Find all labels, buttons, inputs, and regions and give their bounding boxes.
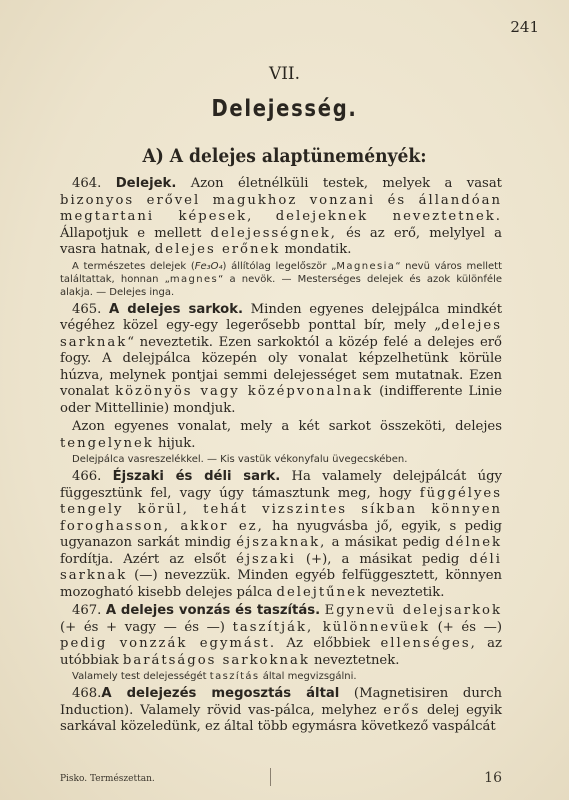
chapter-number: VII. bbox=[268, 64, 301, 84]
section-number: 468. bbox=[72, 686, 102, 701]
section-number: 465. bbox=[72, 301, 102, 317]
spaced-text: magnes bbox=[169, 273, 219, 285]
page-body bbox=[60, 176, 502, 736]
text-run: Valamely test delejességét bbox=[72, 671, 210, 682]
spaced-text: déli sarknak bbox=[60, 551, 502, 583]
paragraph-465 bbox=[60, 302, 502, 418]
text-run: ha nyugvásba jő, egyik, s pedig ugyanazon sarkát mindig bbox=[60, 518, 503, 550]
text-run: hijuk. bbox=[153, 435, 196, 451]
paragraph-464 bbox=[60, 176, 502, 259]
section-heading: Delejek. bbox=[115, 176, 177, 191]
section-heading: A delejes sarkok. bbox=[109, 301, 244, 317]
text-run: Állapotjuk e mellett bbox=[60, 225, 211, 241]
text-run: neveztetnek. bbox=[309, 652, 400, 668]
section-heading: Éjszaki és déli sark. bbox=[112, 469, 281, 484]
text-run: delej egyik sarkával közeledünk, ez által több egymásra következő vaspálcát bbox=[60, 702, 502, 734]
spaced-text: tengelynek bbox=[60, 435, 154, 451]
section-subtitle: A) A delejes alaptüneményék: bbox=[142, 145, 427, 167]
note-465: Delejpálca vasreszelékkel. — Kis vastük vékonyfalu üvegecskében. bbox=[72, 454, 408, 465]
text-run: Minden egyenes delejpálca mindkét végéhez közel egy-egy legerősebb ponttal bír, mely „ bbox=[60, 301, 503, 333]
text-run: A természetes delejek ( bbox=[72, 260, 195, 272]
section-heading: A delejes vonzás és taszítás. bbox=[105, 603, 321, 618]
spaced-text: Egynevü delejsarkok bbox=[324, 603, 502, 618]
chapter-title: Delejesség. bbox=[211, 96, 358, 122]
text-run: Az előbbiek bbox=[276, 636, 381, 651]
spaced-text: delejességnek, bbox=[210, 225, 337, 241]
spaced-text: delejes sarknak bbox=[60, 318, 502, 350]
spaced-text: éjszaknak, bbox=[236, 535, 327, 550]
spaced-text: barátságos sarkoknak bbox=[122, 652, 310, 668]
page-number: 241 bbox=[510, 18, 539, 36]
text-run: az utóbbiak bbox=[60, 636, 502, 668]
note-467 bbox=[60, 670, 502, 683]
spaced-text: delejtűnek bbox=[276, 584, 367, 600]
chemical-formula: Fe₃O₄ bbox=[194, 260, 223, 272]
spaced-text: bizonyos erővel magukhoz vonzani és állandóan megtartani képesek, bbox=[60, 192, 502, 224]
text-run: fordítja. Azért az elsőt bbox=[60, 551, 237, 567]
text-run: Azon életnélküli testek, melyek a vasat bbox=[176, 176, 502, 191]
text-run: “ nevü város mellett találtattak, honnan „ bbox=[60, 260, 502, 285]
text-run: által megvizsgálni. bbox=[259, 671, 357, 682]
text-run: Azon egyenes vonalat, mely a két sarkot összeköti, delejes bbox=[72, 419, 502, 434]
footer-author: Pisko. Természettan. bbox=[60, 774, 155, 784]
spaced-text: függélyes tengely körül, tehát vizszintes síkban könnyen foroghasson, akkor ez, bbox=[60, 485, 502, 534]
note-464 bbox=[60, 260, 502, 299]
paragraph-466 bbox=[60, 469, 502, 601]
spaced-text: közönyös vagy középvonalnak bbox=[115, 384, 374, 399]
text-run: (+), a másikat pedig bbox=[295, 551, 470, 567]
spaced-text: delejeknek neveztetnek. bbox=[275, 209, 502, 224]
page-footer bbox=[60, 770, 502, 786]
section-number: 466. bbox=[72, 469, 102, 484]
text-run: (+ és + vagy — és —) bbox=[60, 619, 233, 635]
text-run: mondatik. bbox=[280, 242, 352, 257]
text-run: ) állítólag legelőször „ bbox=[222, 260, 337, 272]
spaced-text: éjszaki bbox=[236, 551, 296, 567]
text-run: neveztetik. bbox=[366, 584, 445, 600]
section-heading: A delejezés megosztás által bbox=[101, 686, 340, 701]
text-run: (—) nevezzük. Minden egyéb felfüggesztett, könnyen mozogható kisebb delejes pálca bbox=[60, 568, 502, 600]
section-number: 464. bbox=[72, 176, 102, 191]
text-run: (Magnetisiren durch Induction). Valamely rövid vas-pálca, melyhez bbox=[60, 686, 503, 718]
paragraph-465b bbox=[60, 419, 502, 452]
spaced-text: erős bbox=[383, 702, 421, 718]
text-run: (+ és —) bbox=[429, 619, 502, 635]
text-run: “ a nevök. — Mesterséges delejek és azok különféle alakja. — Delejes inga. bbox=[60, 273, 503, 298]
spaced-text: taszítják, különnevüek bbox=[232, 619, 430, 635]
spaced-text: delejes erőnek bbox=[154, 242, 281, 257]
spaced-text: ellenséges, bbox=[380, 636, 477, 651]
text-run: a másikat pedig bbox=[326, 535, 446, 550]
spaced-text: taszítás bbox=[209, 671, 260, 682]
spaced-text: pedig vonzzák egymást. bbox=[60, 636, 277, 651]
spaced-text: délnek bbox=[445, 535, 502, 550]
text-run: (indifferente Linie oder Mittellinie) mondjuk. bbox=[60, 384, 502, 416]
text-run: Ha valamely delejpálcát úgy függesztünk fel, vagy úgy támasztunk meg, hogy bbox=[60, 469, 502, 501]
signature-number: 16 bbox=[484, 770, 502, 786]
section-number: 467. bbox=[72, 603, 102, 618]
paragraph-468 bbox=[60, 686, 502, 736]
text-run: és az erő, melylyel a vasra hatnak, bbox=[60, 225, 502, 257]
paragraph-467 bbox=[60, 603, 502, 669]
spaced-text: Magnesia bbox=[336, 260, 396, 272]
text-run: “ neveztetik. Ezen sarkoktól a közép felé a delejes erő fogy. A delejpálca közepén oly vonalat képzelhetünk körüle húzva, melynek pontjai semmi delejességet sem mutatnak. Ezen vonalat bbox=[60, 334, 502, 399]
